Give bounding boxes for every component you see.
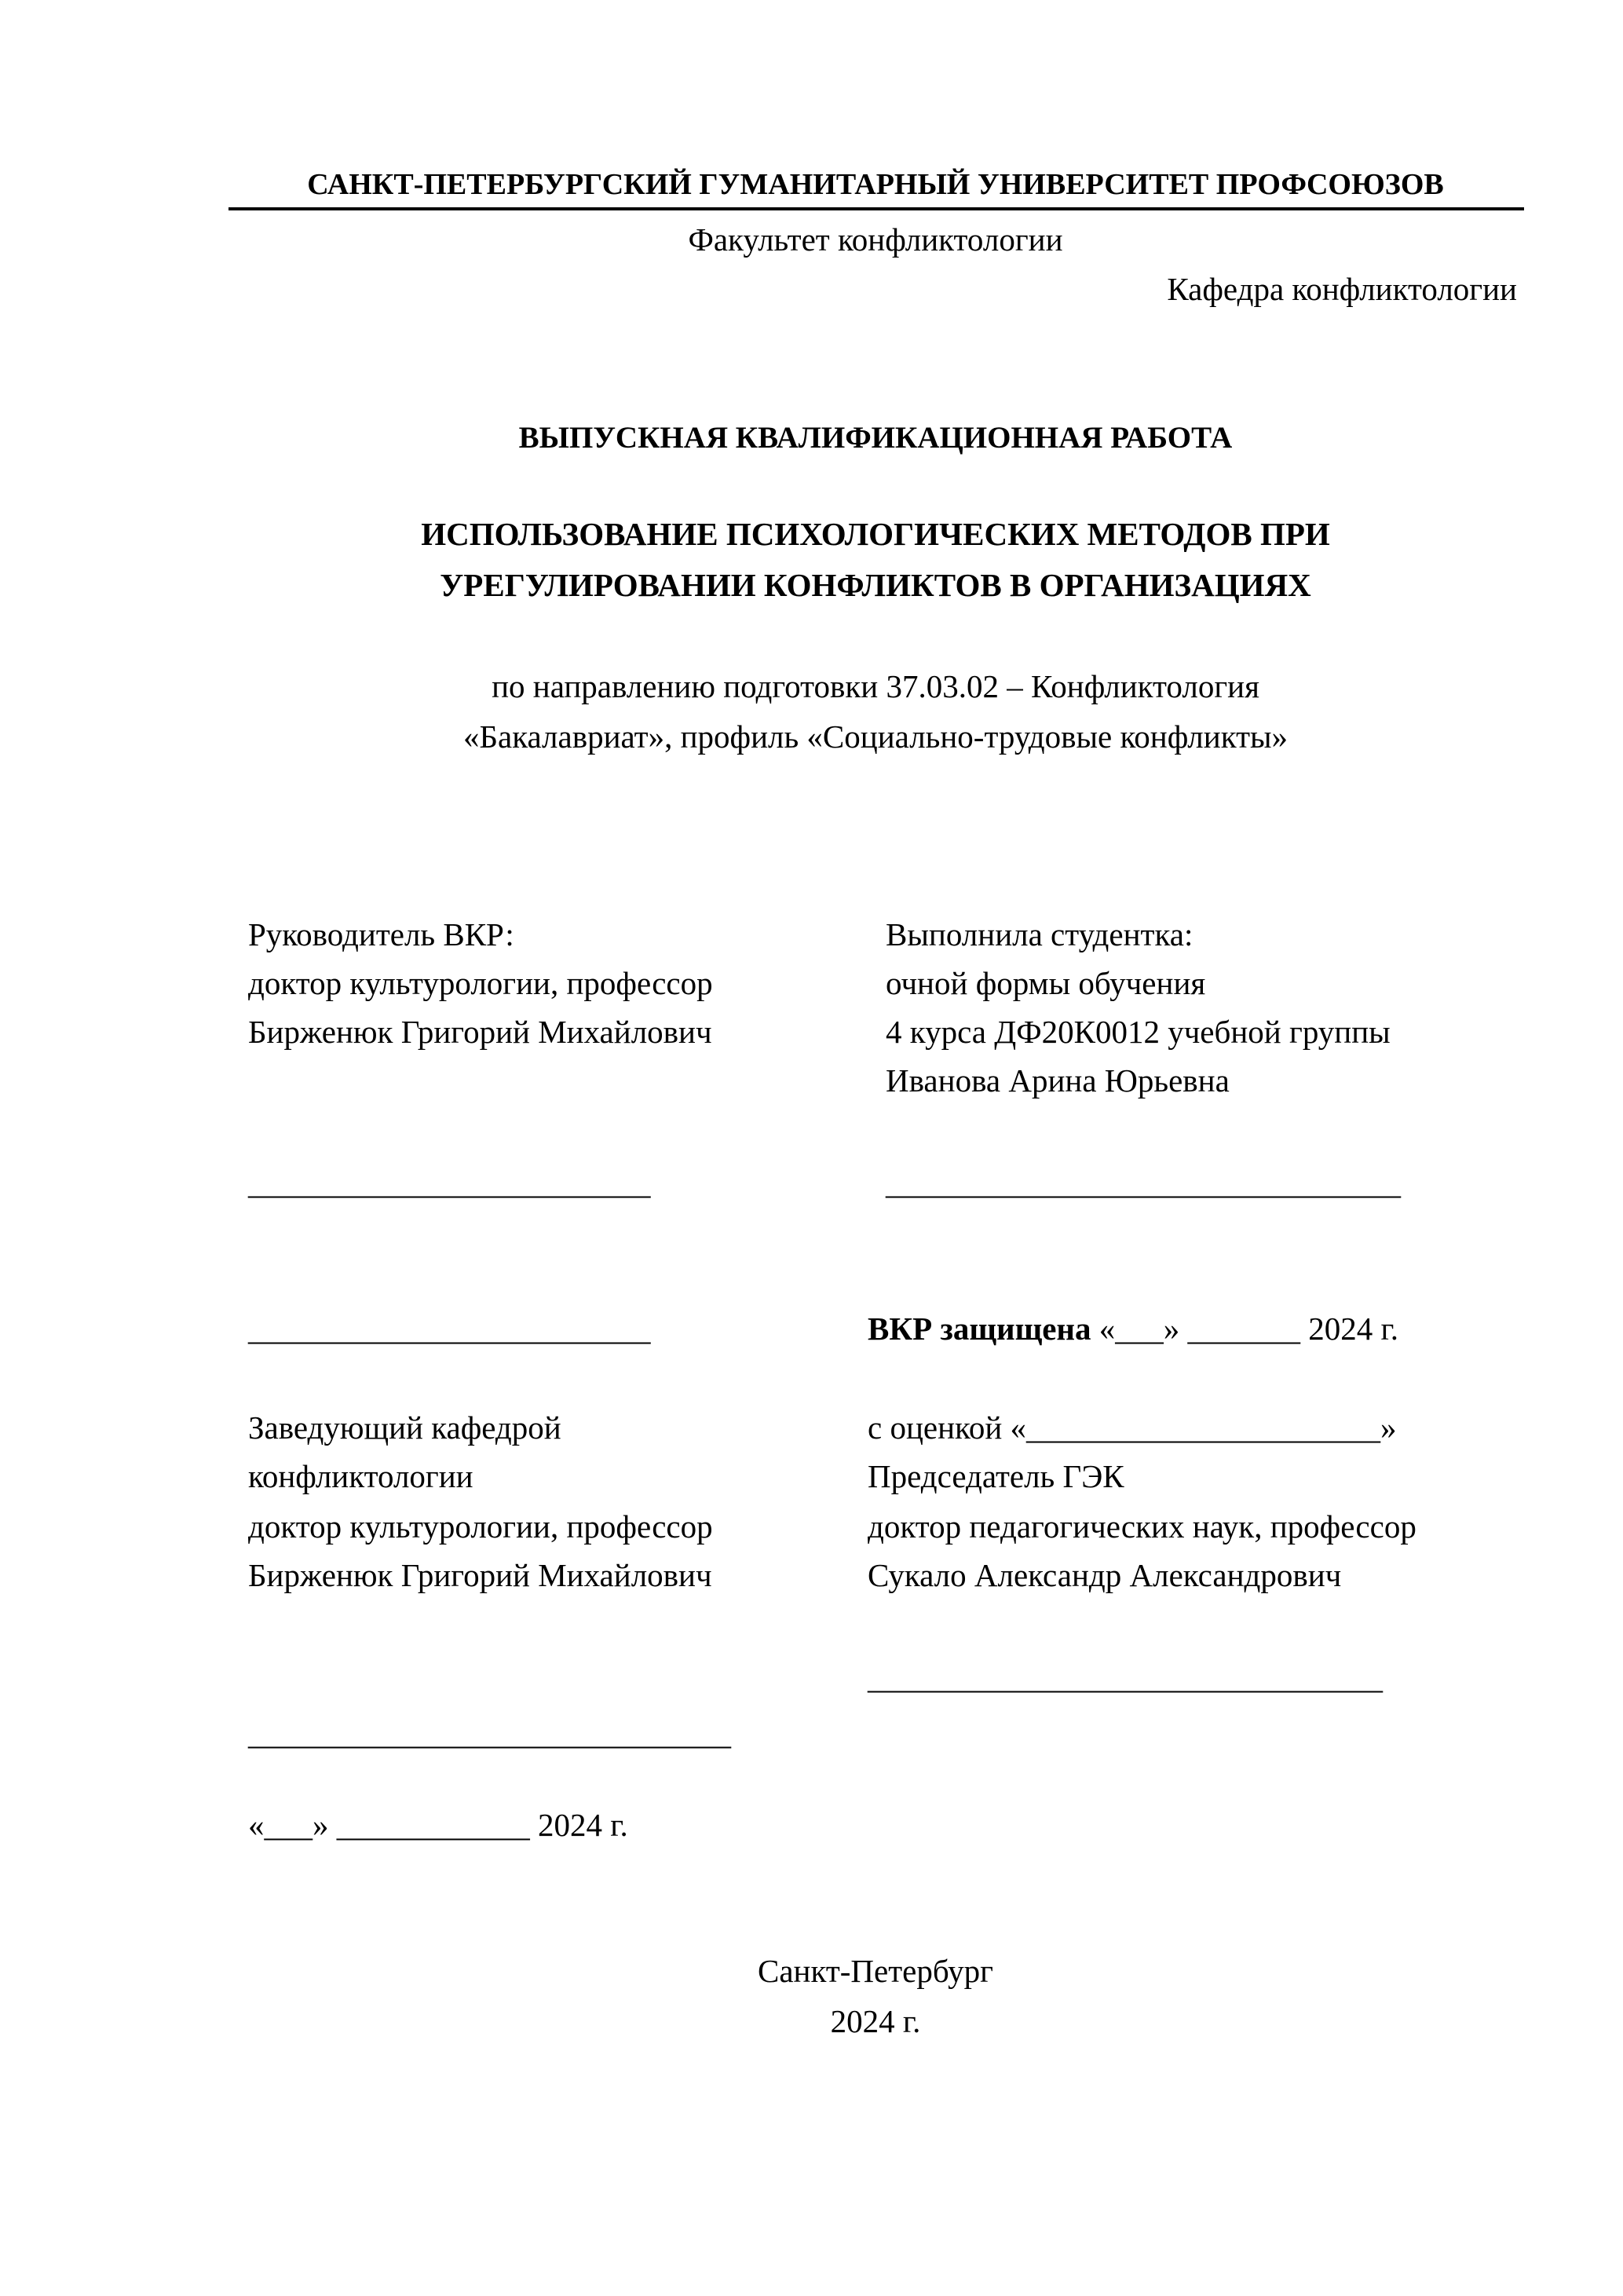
head-name: Бирженюк Григорий Михайлович	[248, 1557, 712, 1593]
head-degree: доктор культурологии, профессор	[248, 1508, 713, 1545]
defense-date	[868, 1309, 1398, 1348]
chair-signature-line: ________________________________	[868, 1659, 1383, 1695]
defense-label: ВКР защищена	[868, 1311, 1091, 1347]
direction-line1: по направлению подготовки 37.03.02 – Конфликтология	[492, 668, 1259, 704]
head-label-2: конфликтологии	[248, 1458, 473, 1494]
supervisor-signature-line-2: _________________________	[248, 1311, 651, 1347]
defense-grade: с оценкой «______________________»	[868, 1409, 1397, 1446]
chair-label: Председатель ГЭК	[868, 1458, 1124, 1494]
thesis-title-line1: ИСПОЛЬЗОВАНИЕ ПСИХОЛОГИЧЕСКИХ МЕТОДОВ ПРИ	[421, 516, 1330, 552]
year: 2024 г.	[830, 2003, 921, 2039]
head-date: «___» ____________ 2024 г.	[248, 1807, 628, 1843]
head-signature-line: ______________________________	[248, 1715, 731, 1751]
thesis-title-line2: УРЕГУЛИРОВАНИИ КОНФЛИКТОВ В ОРГАНИЗАЦИЯХ	[440, 567, 1311, 603]
supervisor-label: Руководитель ВКР:	[248, 916, 514, 952]
document-type: ВЫПУСКНАЯ КВАЛИФИКАЦИОННАЯ РАБОТА	[518, 421, 1233, 455]
student-name: Иванова Арина Юрьевна	[886, 1062, 1230, 1099]
supervisor-name: Бирженюк Григорий Михайлович	[248, 1014, 712, 1050]
chair-name: Сукало Александр Александрович	[868, 1557, 1342, 1593]
student-group: 4 курса ДФ20К0012 учебной группы	[886, 1014, 1391, 1050]
student-label: Выполнила студентка:	[886, 916, 1193, 952]
department: Кафедра конфликтологии	[1167, 271, 1517, 307]
university-name: САНКТ-ПЕТЕРБУРГСКИЙ ГУМАНИТАРНЫЙ УНИВЕРСИТЕТ ПРОФСОЮЗОВ	[307, 168, 1444, 201]
header-rule	[228, 207, 1524, 210]
chair-degree: доктор педагогических наук, профессор	[868, 1508, 1416, 1545]
supervisor-degree: доктор культурологии, профессор	[248, 965, 713, 1001]
student-form: очной формы обучения	[886, 965, 1206, 1001]
student-signature-line: ________________________________	[886, 1164, 1401, 1201]
city: Санкт-Петербург	[758, 1953, 993, 1989]
head-label: Заведующий кафедрой	[248, 1409, 561, 1446]
faculty: Факультет конфликтологии	[688, 221, 1063, 258]
direction-line2: «Бакалавриат», профиль «Социально-трудовые конфликты»	[462, 718, 1289, 755]
defense-date-blank: «___» _______ 2024 г.	[1091, 1311, 1398, 1347]
supervisor-signature-line: _________________________	[248, 1164, 651, 1201]
